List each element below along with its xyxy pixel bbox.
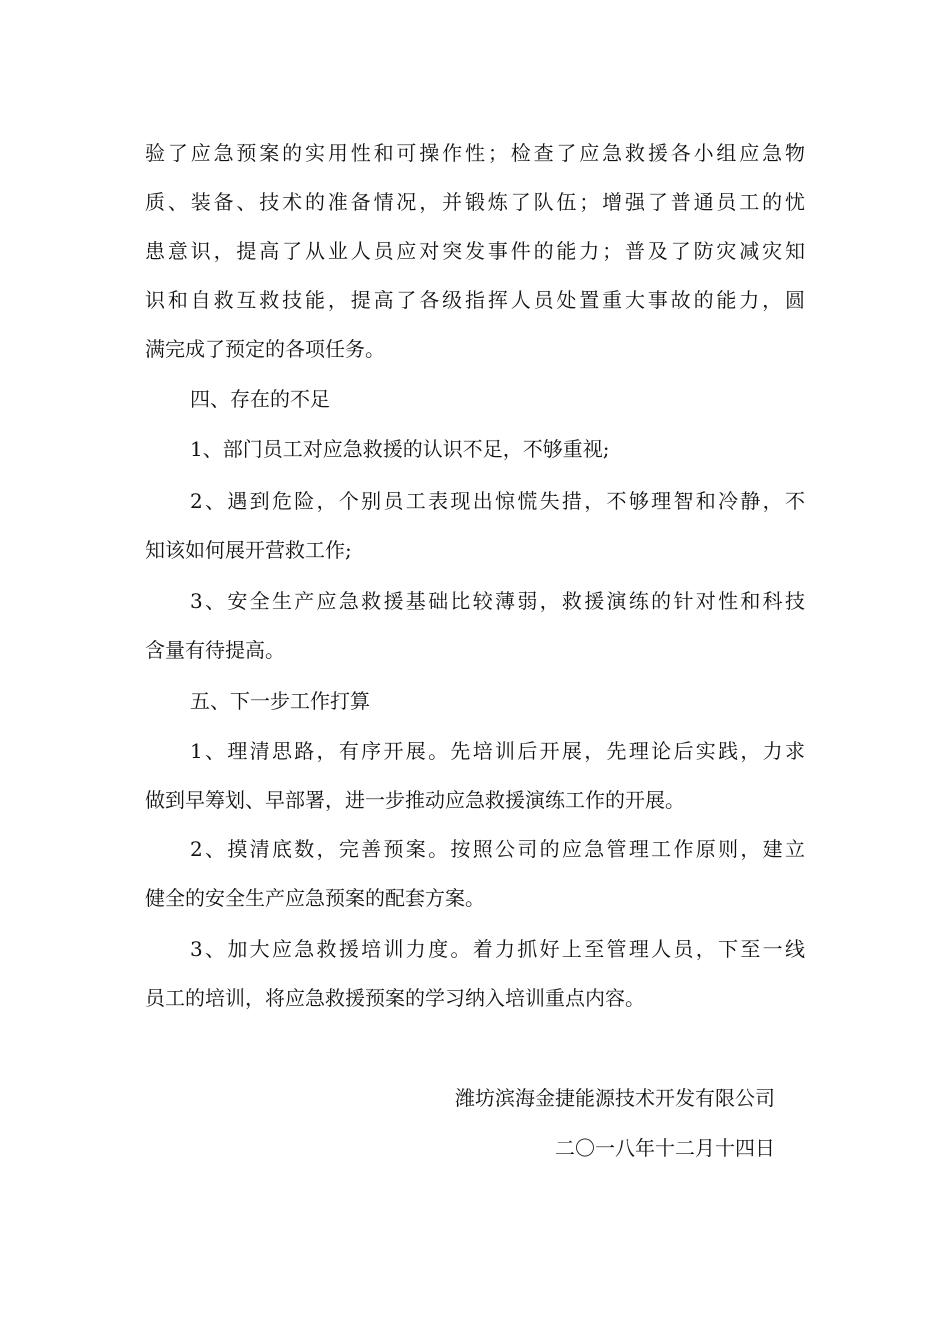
list-item-line: 2、摸清底数，完善预案。按照公司的应急管理工作原则，建立 bbox=[190, 837, 805, 861]
list-item-line: 2、遇到危险，个别员工表现出惊慌失措，不够理智和冷静，不 bbox=[190, 489, 805, 513]
list-item-line: 做到早筹划、早部署，进一步推动应急救援演练工作的开展。 bbox=[145, 788, 685, 812]
list-item-line: 1、部门员工对应急救援的认识不足，不够重视; bbox=[190, 437, 610, 461]
list-item-line: 知该如何展开营救工作; bbox=[145, 538, 352, 562]
list-item-line: 3、加大应急救援培训力度。着力抓好上至管理人员，下至一线 bbox=[190, 937, 805, 961]
list-item-line: 员工的培训，将应急救援预案的学习纳入培训重点内容。 bbox=[145, 986, 645, 1010]
list-item-line: 健全的安全生产应急预案的配套方案。 bbox=[145, 886, 485, 910]
paragraph-line: 验了应急预案的实用性和可操作性；检查了应急救援各小组应急物 bbox=[145, 141, 805, 165]
paragraph-line: 患意识，提高了从业人员应对突发事件的能力；普及了防灾减灾知 bbox=[145, 239, 805, 263]
signature-date: 二〇一八年十二月十四日 bbox=[555, 1136, 775, 1160]
signature-company: 潍坊滨海金捷能源技术开发有限公司 bbox=[455, 1086, 775, 1110]
paragraph-line: 识和自救互救技能，提高了各级指挥人员处置重大事故的能力，圆 bbox=[145, 288, 805, 312]
list-item-line: 3、安全生产应急救援基础比较薄弱，救援演练的针对性和科技 bbox=[190, 589, 805, 613]
paragraph-line: 满完成了预定的各项任务。 bbox=[145, 337, 385, 361]
paragraph-line: 质、装备、技术的准备情况，并锻炼了队伍；增强了普通员工的忧 bbox=[145, 190, 805, 214]
section-heading: 五、下一步工作打算 bbox=[190, 689, 370, 713]
section-heading: 四、存在的不足 bbox=[190, 387, 330, 411]
list-item-line: 1、理清思路，有序开展。先培训后开展，先理论后实践，力求 bbox=[190, 739, 805, 763]
list-item-line: 含量有待提高。 bbox=[145, 638, 285, 662]
